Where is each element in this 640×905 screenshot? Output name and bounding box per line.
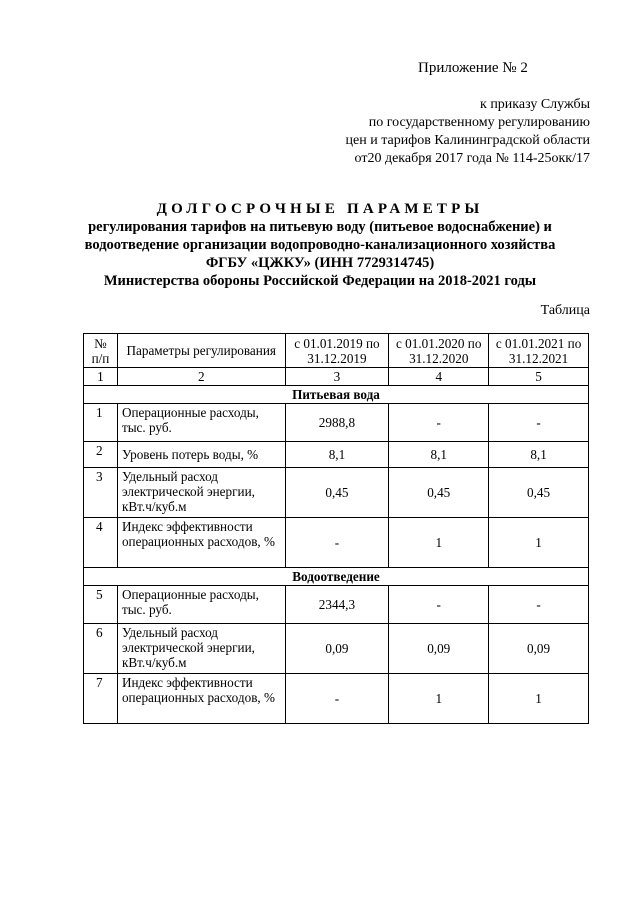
row-parameter: Уровень потерь воды, % xyxy=(117,442,285,468)
row-number: 2 xyxy=(84,442,118,468)
row-value: 0,09 xyxy=(285,624,389,674)
header-cell: Параметры регулирования xyxy=(117,334,285,368)
table-row xyxy=(84,442,589,468)
table-row xyxy=(84,518,589,568)
title-line: ФГБУ «ЦЖКУ» (ИНН 7729314745) xyxy=(205,255,435,271)
header-cell: с 01.01.2021 по 31.12.2021 xyxy=(489,334,589,368)
section-row xyxy=(84,386,589,404)
header-cell: № п/п xyxy=(84,334,118,368)
title-line: водоотведение организации водопроводно-канализационного хозяйства xyxy=(84,237,556,253)
order-line: цен и тарифов Калининградской области xyxy=(345,133,590,148)
row-value: - xyxy=(489,404,589,442)
row-number: 1 xyxy=(84,404,118,442)
section-title: Питьевая вода xyxy=(84,386,589,404)
column-number: 2 xyxy=(117,368,285,386)
section-row xyxy=(84,568,589,586)
order-line: к приказу Службы xyxy=(480,97,590,112)
row-value: 1 xyxy=(489,674,589,724)
row-value: 8,1 xyxy=(489,442,589,468)
row-value: 1 xyxy=(389,674,489,724)
column-number-row xyxy=(84,368,589,386)
row-value: 2988,8 xyxy=(285,404,389,442)
header-cell: с 01.01.2019 по 31.12.2019 xyxy=(285,334,389,368)
row-value: 0,45 xyxy=(489,468,589,518)
column-number: 4 xyxy=(389,368,489,386)
row-parameter: Индекс эффективности операционных расходов, % xyxy=(117,674,285,724)
section-title: Водоотведение xyxy=(84,568,589,586)
title-line: ДОЛГОСРОЧНЫЕ ПАРАМЕТРЫ xyxy=(156,201,484,217)
row-value: 8,1 xyxy=(389,442,489,468)
row-value: - xyxy=(389,404,489,442)
row-number: 4 xyxy=(84,518,118,568)
appendix-number: Приложение № 2 xyxy=(418,60,528,76)
table-row xyxy=(84,674,589,724)
table-row xyxy=(84,624,589,674)
row-number: 7 xyxy=(84,674,118,724)
row-number: 6 xyxy=(84,624,118,674)
row-value: 8,1 xyxy=(285,442,389,468)
column-number: 3 xyxy=(285,368,389,386)
row-value: 2344,3 xyxy=(285,586,389,624)
parameters-table xyxy=(83,333,589,724)
document-title xyxy=(60,200,580,290)
table-row xyxy=(84,404,589,442)
row-value: - xyxy=(285,518,389,568)
row-value: - xyxy=(489,586,589,624)
order-reference xyxy=(346,96,591,168)
row-parameter: Операционные расходы, тыс. руб. xyxy=(117,404,285,442)
row-value: 0,45 xyxy=(389,468,489,518)
row-value: - xyxy=(389,586,489,624)
row-value: 0,09 xyxy=(389,624,489,674)
order-line: по государственному регулированию xyxy=(368,115,590,130)
row-value: - xyxy=(285,674,389,724)
row-parameter: Операционные расходы, тыс. руб. xyxy=(117,586,285,624)
table-row xyxy=(84,468,589,518)
title-line: Министерства обороны Российской Федерации на 2018-2021 годы xyxy=(103,273,537,289)
row-parameter: Индекс эффективности операционных расходов, % xyxy=(117,518,285,568)
table-row xyxy=(84,586,589,624)
order-line: от20 декабря 2017 года № 114-25окк/17 xyxy=(354,151,590,166)
row-parameter: Удельный расход электрической энергии, кВт.ч/куб.м xyxy=(117,624,285,674)
table-label: Таблица xyxy=(540,303,590,318)
title-line: регулирования тарифов на питьевую воду (питьевое водоснабжение) и xyxy=(88,219,552,235)
row-number: 3 xyxy=(84,468,118,518)
column-number: 5 xyxy=(489,368,589,386)
header-cell: с 01.01.2020 по 31.12.2020 xyxy=(389,334,489,368)
row-value: 1 xyxy=(389,518,489,568)
column-number: 1 xyxy=(84,368,118,386)
row-number: 5 xyxy=(84,586,118,624)
row-value: 0,09 xyxy=(489,624,589,674)
row-parameter: Удельный расход электрической энергии, кВт.ч/куб.м xyxy=(117,468,285,518)
header-row xyxy=(84,334,589,368)
row-value: 0,45 xyxy=(285,468,389,518)
row-value: 1 xyxy=(489,518,589,568)
